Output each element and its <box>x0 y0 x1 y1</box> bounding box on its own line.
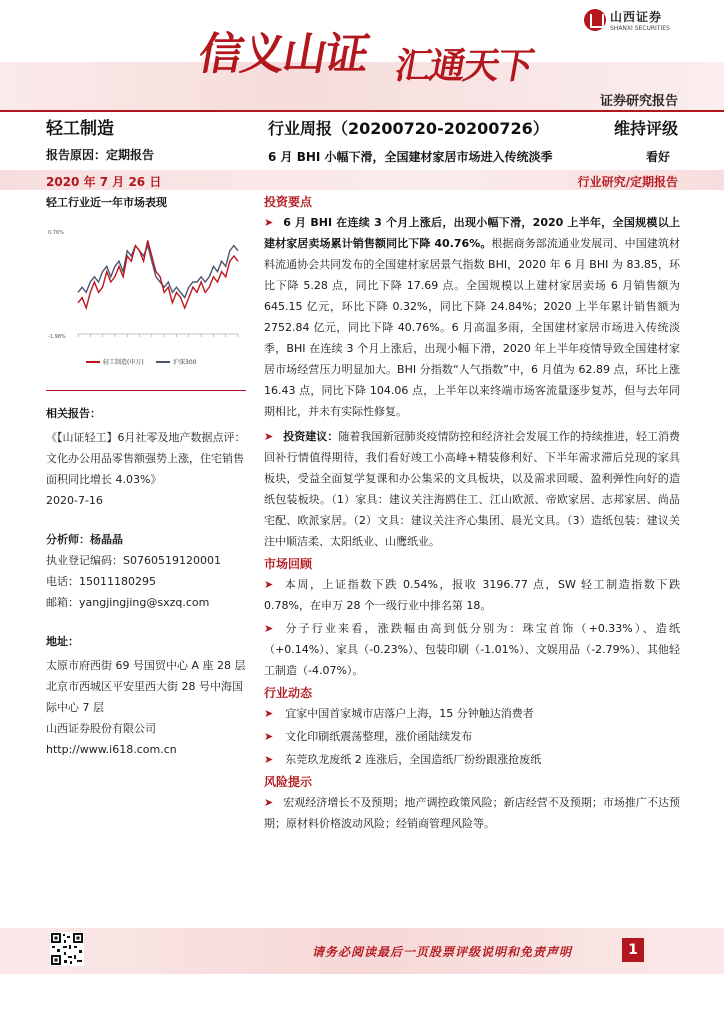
company-logo <box>584 8 670 32</box>
report-title: 行业周报（20200720-20200726） <box>268 119 549 138</box>
chart-y-tick-label: 0.76% <box>48 230 64 236</box>
chart-legend-label: 轻工制造(申万) <box>103 359 144 366</box>
arrow-bullet-icon: ➤ <box>264 578 274 591</box>
section-investment-highlights: 投资要点 <box>264 195 313 209</box>
report-reason: 报告原因：定期报告 <box>46 148 155 162</box>
company-name-cn: 山西证券 <box>610 10 663 24</box>
header-rule <box>0 110 724 112</box>
rating: 维持评级 <box>613 119 678 138</box>
address-beijing: 北京市西城区平安里西大街 28 号中海国际中心 7 层 <box>46 680 243 714</box>
paragraph-advice-lead: 投资建议： <box>283 430 339 443</box>
page-number: 1 <box>622 938 644 962</box>
paragraph-risk <box>264 792 680 834</box>
related-heading: 相关报告： <box>46 407 101 420</box>
company-name-en: SHANXI SECURITIES <box>610 25 670 32</box>
address-heading: 地址： <box>46 635 79 648</box>
sidebar-rule <box>46 390 246 391</box>
slogan-right: 汇通天下 <box>391 45 536 87</box>
report-subtitle: 6 月 BHI 小幅下滑，全国建材家居市场进入传统淡季 <box>268 150 553 164</box>
related-report-link[interactable]: 《【山证轻工】6月社零及地产数据点评：文化办公用品零售额强势上涨，住宅销售面积同比增长 4.03%》 <box>46 431 246 486</box>
disclaimer: 请务必阅读最后一页股票评级说明和免责声明 <box>312 945 573 959</box>
section-industry-news: 行业动态 <box>264 686 313 700</box>
paragraph-risk-body: 宏观经济增长不及预期；地产调控政策风险；新店经营不及预期；市场推广不达预期；原材料价格波动风险；经销商管理风险等。 <box>264 796 680 830</box>
paragraph-weekly-market <box>264 574 680 616</box>
analyst-name: 分析师：杨晶晶 <box>46 533 123 546</box>
section-risk: 风险提示 <box>264 775 313 789</box>
paragraph-bhi-body: 根据商务部流通业发展司、中国建筑材料流通协会共同发布的全国建材家居景气指数 BHI，2020 年 6 月 BHI 为 83.85，环比下降 5.28 点，同比下降 17.69 点。全国规模以上建材家居卖场 6 月销售额为 645.15 亿元，环比下降 0.32%，同比下降 24.84%；2020 上半年累计销售额为 2752.84 亿元，同比下降 40.76%。6 月高温多雨，全国建材家居市场进入传统淡季，BHI 在连续 3 个月上涨后，出现小幅下滑，2020 年上半年疫情导致全国建材家居市场经营压力明显加大。BHI 分指数“人气指数”中，6 月值为 62.89 点，环比上涨 16.43 点，同比下降 104.06 点，上半年以来终端市场客流量逐步复苏，但与去年同期相比，并未有实际性修复。 <box>264 237 680 418</box>
address-taiyuan: 太原市府西街 69 号国贸中心 A 座 28 层 <box>46 659 246 672</box>
market-performance-chart <box>46 216 246 374</box>
slogan-left: 信义山证 <box>194 29 372 80</box>
news-item-text: 东莞玖龙废纸 2 连涨后，全国造纸厂纷纷跟涨抢废纸 <box>285 753 542 766</box>
report-category: 行业研究/定期报告 <box>577 175 678 189</box>
arrow-bullet-icon: ➤ <box>264 622 274 635</box>
news-item <box>264 726 680 747</box>
chart-y-tick-label: -1.98% <box>48 334 66 340</box>
paragraph-sub-industry <box>264 618 680 681</box>
news-item-text: 文化印刷纸震荡整理，涨价函陆续发布 <box>285 730 473 743</box>
company-website[interactable]: http://www.i618.com.cn <box>46 743 177 756</box>
paragraph-weekly-market-body: 本周，上证指数下跌 0.54%，报收 3196.77 点，SW 轻工制造指数下跌 0.78%，在申万 28 个一级行业中排名第 18。 <box>264 578 680 612</box>
arrow-bullet-icon: ➤ <box>264 216 274 229</box>
chart-legend-label: 沪深300 <box>173 359 197 366</box>
related-report-date: 2020-7-16 <box>46 494 103 507</box>
logo-mark-icon <box>584 9 606 31</box>
news-item <box>264 749 680 770</box>
paragraph-advice <box>264 426 680 552</box>
company-full-name: 山西证券股份有限公司 <box>46 722 156 735</box>
chart-series-line <box>78 246 238 298</box>
arrow-bullet-icon: ➤ <box>264 753 274 766</box>
report-date: 2020 年 7 月 26 日 <box>46 175 162 189</box>
arrow-bullet-icon: ➤ <box>264 707 274 720</box>
outlook: 看好 <box>645 150 670 164</box>
analyst-phone: 电话：15011180295 <box>46 575 156 588</box>
analyst-cert: 执业登记编码：S0760519120001 <box>46 554 221 567</box>
news-item <box>264 703 680 724</box>
industry-name: 轻工制造 <box>46 119 114 139</box>
arrow-bullet-icon: ➤ <box>264 730 274 743</box>
paragraph-bhi <box>264 212 680 422</box>
header-banner <box>0 0 724 110</box>
main-content <box>264 192 680 834</box>
chart-title: 轻工行业近一年市场表现 <box>46 196 167 209</box>
paragraph-sub-industry-body: 分子行业来看，涨跌幅由高到低分别为：珠宝首饰（+0.33%）、造纸（+0.14%）、家具（-0.23%）、包装印刷（-1.01%）、文娱用品（-2.79%）、其他轻工制造（-4.07%）。 <box>264 622 680 677</box>
research-label: 证券研究报告 <box>599 94 678 109</box>
news-item-text: 宜家中国首家城市店落户上海，15 分钟触达消费者 <box>285 707 534 720</box>
analyst-email[interactable]: 邮箱：yangjingjing@sxzq.com <box>46 596 210 609</box>
section-market-review: 市场回顾 <box>264 557 313 571</box>
arrow-bullet-icon: ➤ <box>264 796 274 809</box>
arrow-bullet-icon: ➤ <box>264 430 274 443</box>
paragraph-advice-body: 随着我国新冠肺炎疫情防控和经济社会发展工作的持续推进，轻工消费回补行情值得期待，我们看好竣工小高峰+精装修利好、下半年需求滞后兑现的家具板块，受益全面复学复课和办公集采的文具板块，以及需求回暖、盈利弹性向好的造纸包装板块。（1）家具：建议关注海鸥住工、江山欧派、帝欧家居、志邦家居、尚品宅配、欧派家居。（2）文具：建议关注齐心集团、晨光文具。（3）造纸包装：建议关注中顺洁柔、太阳纸业、山鹰纸业。 <box>264 430 681 548</box>
sidebar <box>46 192 246 760</box>
qr-code-icon <box>50 932 84 966</box>
paragraph-bhi-lead: 6 月 BHI 在连续 3 个月上涨后，出现小幅下滑，2020 上半年，全国规模以上建材家居卖场累计销售额同比下降 40.76%。 <box>264 216 680 250</box>
